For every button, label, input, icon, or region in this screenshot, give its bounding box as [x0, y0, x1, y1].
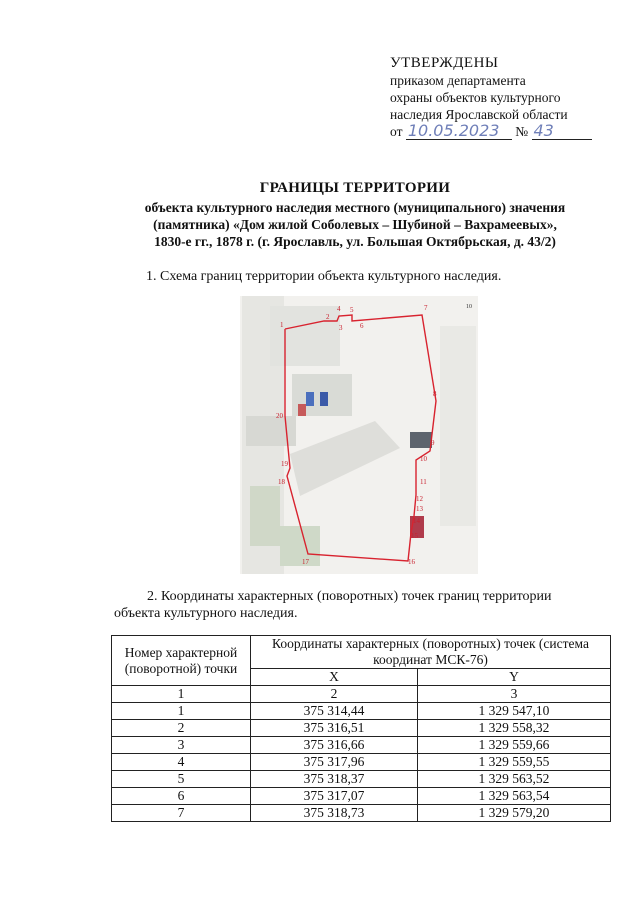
table-row [112, 771, 611, 788]
point-label-5: 5 [350, 306, 354, 314]
point-label-6: 6 [360, 322, 364, 330]
header-point-number: Номер характерной (поворотной) точки [112, 636, 251, 686]
approval-block [390, 55, 620, 140]
point-label-12: 12 [416, 495, 423, 503]
map-green-area [280, 526, 320, 566]
map-trees [250, 486, 280, 546]
point-label-1: 1 [280, 321, 284, 329]
cell-y: 1 329 559,55 [417, 754, 610, 771]
header-coordinates: Координаты характерных (поворотных) точек (система координат МСК-76) [251, 636, 611, 669]
cell-x: 375 316,66 [251, 737, 418, 754]
section-1-heading: 1. Схема границ территории объекта культурного наследия. [146, 269, 502, 284]
map-car-red [298, 404, 306, 416]
map-lot [246, 416, 296, 446]
point-label-9: 9 [431, 439, 435, 447]
boundary-map [240, 296, 478, 574]
map-right-strip [440, 326, 476, 526]
column-index-3: 3 [417, 686, 610, 703]
point-label-14: 14 [413, 517, 420, 525]
table-row [112, 737, 611, 754]
point-label-4: 4 [337, 305, 341, 313]
approval-line-1: приказом департамента [390, 73, 526, 88]
table-row [112, 703, 611, 720]
header-x: X [251, 669, 418, 686]
map-vehicle [410, 432, 432, 448]
approval-heading: УТВЕРЖДЕНЫ [390, 55, 499, 71]
column-index-1: 1 [112, 686, 251, 703]
table-row [112, 754, 611, 771]
cell-x: 375 317,07 [251, 788, 418, 805]
point-label-13: 13 [416, 505, 423, 513]
cell-point: 6 [112, 788, 251, 805]
boundary-map-image [240, 296, 478, 574]
title-line-1: объекта культурного наследия местного (муниципального) значения [144, 200, 566, 215]
map-corner-label: 10 [466, 304, 472, 310]
point-label-10: 10 [420, 455, 427, 463]
cell-x: 375 318,37 [251, 771, 418, 788]
point-label-20: 20 [276, 412, 283, 420]
cell-y: 1 329 559,66 [417, 737, 610, 754]
cell-x: 375 314,44 [251, 703, 418, 720]
header-y: Y [417, 669, 610, 686]
cell-y: 1 329 547,10 [417, 703, 610, 720]
approval-date-line [390, 123, 620, 140]
point-label-15: 15 [411, 532, 418, 540]
section-2-line-2: объекта культурного наследия. [114, 606, 298, 621]
point-label-11: 11 [420, 478, 427, 486]
title-main: ГРАНИЦЫ ТЕРРИТОРИИ [259, 180, 451, 196]
point-label-7: 7 [424, 304, 428, 312]
approval-line-3: наследия Ярославской области [390, 107, 568, 122]
cell-point: 2 [112, 720, 251, 737]
cell-x: 375 317,96 [251, 754, 418, 771]
title-line-2: (памятника) «Дом жилой Соболевых – Шубиной – Вахрамеевых», [153, 217, 557, 232]
cell-point: 4 [112, 754, 251, 771]
cell-x: 375 318,73 [251, 805, 418, 822]
point-label-8: 8 [433, 390, 437, 398]
cell-point: 5 [112, 771, 251, 788]
approval-line-2: охраны объектов культурного [390, 90, 561, 105]
point-label-16: 16 [408, 558, 415, 566]
from-label: от [390, 124, 403, 139]
cell-point: 7 [112, 805, 251, 822]
document-title [100, 180, 610, 250]
cell-y: 1 329 579,20 [417, 805, 610, 822]
section-2-line-1: 2. Координаты характерных (поворотных) точек границ территории [147, 589, 552, 604]
point-label-17: 17 [302, 558, 309, 566]
map-building [270, 306, 340, 366]
cell-x: 375 316,51 [251, 720, 418, 737]
cell-y: 1 329 558,32 [417, 720, 610, 737]
point-label-19: 19 [281, 460, 288, 468]
table-row [112, 805, 611, 822]
cell-y: 1 329 563,52 [417, 771, 610, 788]
table-row [112, 720, 611, 737]
section-2-heading [114, 588, 612, 622]
cell-point: 1 [112, 703, 251, 720]
title-line-3: 1830-е гг., 1878 г. (г. Ярославль, ул. Большая Октябрьская, д. 43/2) [154, 234, 556, 249]
column-index-2: 2 [251, 686, 418, 703]
map-car-blue-2 [320, 392, 328, 406]
cell-point: 3 [112, 737, 251, 754]
map-car-blue [306, 392, 314, 406]
point-label-3: 3 [339, 324, 343, 332]
point-label-2: 2 [326, 313, 330, 321]
table-row [112, 788, 611, 805]
point-label-18: 18 [278, 478, 285, 486]
handwritten-number: 43 [532, 123, 592, 140]
cell-y: 1 329 563,54 [417, 788, 610, 805]
handwritten-date: 10.05.2023 [406, 123, 512, 140]
coordinates-table [111, 635, 611, 822]
number-label: № [515, 124, 529, 139]
